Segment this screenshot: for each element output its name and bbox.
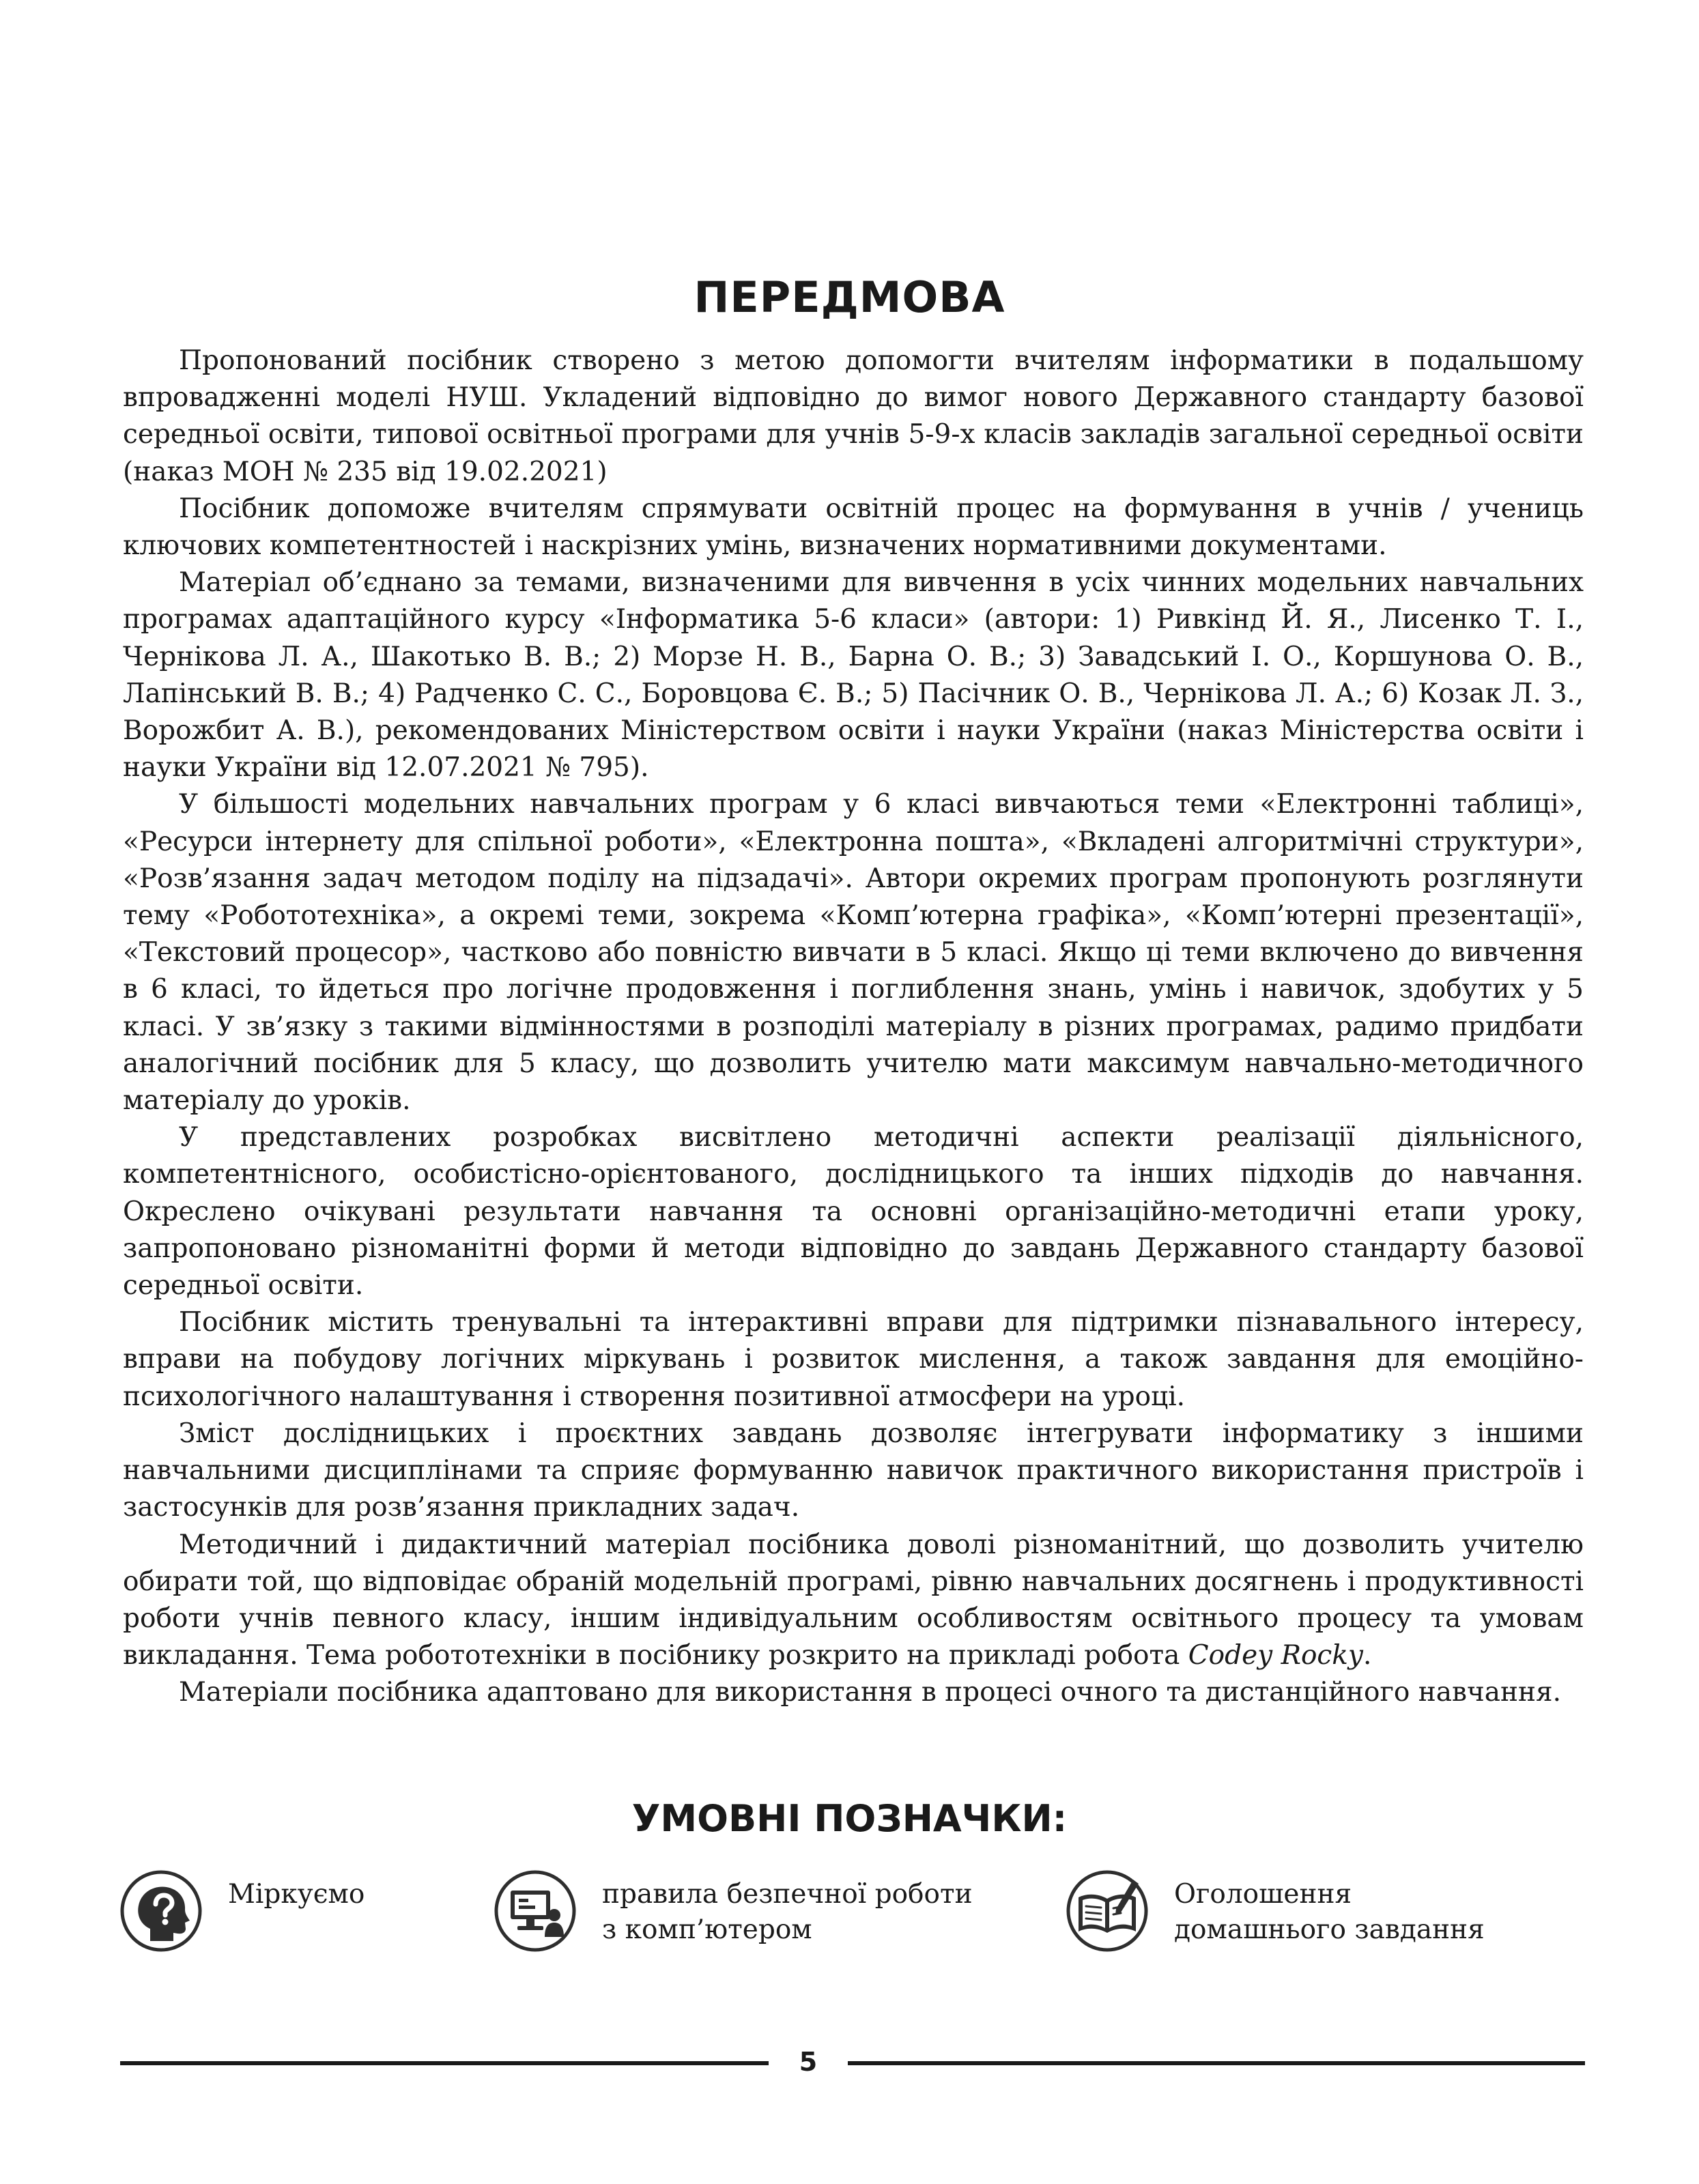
legend-label: правила безпечної роботи з комп’ютером <box>602 1879 973 1945</box>
paragraph: Матеріали посібника адаптовано для використання в процесі очного та дистанційного навчання. <box>179 1677 1561 1708</box>
legend-label: Оголошення домашнього завдання <box>1174 1879 1485 1945</box>
robot-name: Codey Rocky <box>1188 1640 1363 1671</box>
legend-item-homework <box>1066 1870 1485 1952</box>
legend-label: Міркуємо <box>228 1879 365 1910</box>
paragraph-robotics <box>123 1527 1584 1675</box>
page-title: ПЕРЕДМОВА <box>694 272 1005 322</box>
footer-rule-right <box>848 2061 1585 2065</box>
paragraph: У представлених розробках висвітлено методичні аспекти реалізації діяльнісного, компетентнісного, особистісно-орієнтованого, дослідницького та інших підходів до навчання. Окреслено очікувані результати навчання та основні організаційно-методичні етапи уроку, запропоновано різноманітні форми й методи відповідно до завдань Державного стандарту базової середньої освіти. <box>123 1122 1584 1302</box>
legend-item-thinking <box>120 1870 365 1952</box>
paragraph: Посібник допоможе вчителям спрямувати освітній процес на формування в учнів / учениць ключових компетентностей і наскрізних умінь, визначених нормативними документами. <box>123 493 1584 562</box>
paragraph: Зміст дослідницьких і проєктних завдань дозволяє інтегрувати інформатику з іншими навчальними дисциплінами та сприяє формуванню навичок практичного використання пристроїв і застосунків для розв’язання прикладних задач. <box>123 1418 1584 1523</box>
paragraph: Матеріал об’єднано за темами, визначеними для вивчення в усіх чинних модельних навчальних програмах адаптаційного курсу «Інформатика 5-6 класи» (автори: 1) Ривкінд Й. Я., Лисенко Т. І., Чернікова Л. А., Шакотько В. В.; 2) Морзе Н. В., Барна О. В.; 3) Завадський І. О., Коршунова О. В., Лапінський В. В.; 4) Радченко С. С., Боровцова Є. В.; 5) Пасічник О. В., Чернікова Л. А.; 6) Козак Л. З., Ворожбит А. В.), рекомендованих Міністерством освіти і науки України (наказ Міністерства освіти і науки України від 12.07.2021 № 795). <box>123 567 1584 784</box>
robot-suffix: . <box>1362 1640 1372 1671</box>
preface-body <box>123 343 1584 1712</box>
page-number: 5 <box>799 2047 818 2077</box>
paragraph: Посібник містить тренувальні та інтерактивні вправи для підтримки пізнавального інтересу, вправи на побудову логічних міркувань і розвиток мислення, а також завдання для емоційно-психологічного налаштування і створення позитивної атмосфери на уроці. <box>123 1307 1584 1412</box>
homework-book-icon <box>1066 1870 1148 1952</box>
computer-safety-icon <box>494 1870 576 1952</box>
paragraph: У більшості модельних навчальних програм у 6 класі вивчаються теми «Електронні таблиці», «Ресурси інтернету для спільної роботи», «Електронна пошта», «Вкладені алгоритмічні структури», «Розв’язання задач методом поділу на підзадачі». Автори окремих програм пропонують розглянути тему «Робототехніка», а окремі теми, зокрема «Комп’ютерна графіка», «Комп’ютерні презентації», «Текстовий процесор», частково або повністю вивчати в 5 класі. Якщо ці теми включено до вивчення в 6 класі, то йдеться про логічне продовження і поглиблення знань, умінь і навичок, здобутих у 5 класі. У зв’язку з такими відмінностями в розподілі матеріалу в різних програмах, радимо придбати аналогічний посібник для 5 класу, що дозволить учителю мати максимум навчально-методичного матеріалу до уроків. <box>123 789 1584 1117</box>
legend-title: УМОВНІ ПОЗНАЧКИ: <box>631 1797 1068 1840</box>
thinking-head-icon <box>120 1870 202 1952</box>
paragraph: Пропонований посібник створено з метою допомогти вчителям інформатики в подальшому впровадженні моделі НУШ. Укладений відповідно до вимог нового Державного стандарту базової середньої освіти, типової освітньої програми для учнів 5-9-х класів закладів загальної середньої освіти (наказ МОН № 235 від 19.02.2021) <box>123 345 1584 487</box>
footer-rule-left <box>120 2061 769 2065</box>
legend-item-computer-safety <box>494 1870 973 1952</box>
paragraph-text: Методичний і дидактичний матеріал посібника доволі різноманітний, що дозволить учителю обирати той, що відповідає обраній модельній програмі, рівню навчальних досягнень і продуктивності роботи учнів певного класу, іншим індивідуальним особливостям освітнього процесу та умовам викладання. Тема робототехніки в посібнику розкрито на прикладі робота <box>123 1529 1584 1671</box>
